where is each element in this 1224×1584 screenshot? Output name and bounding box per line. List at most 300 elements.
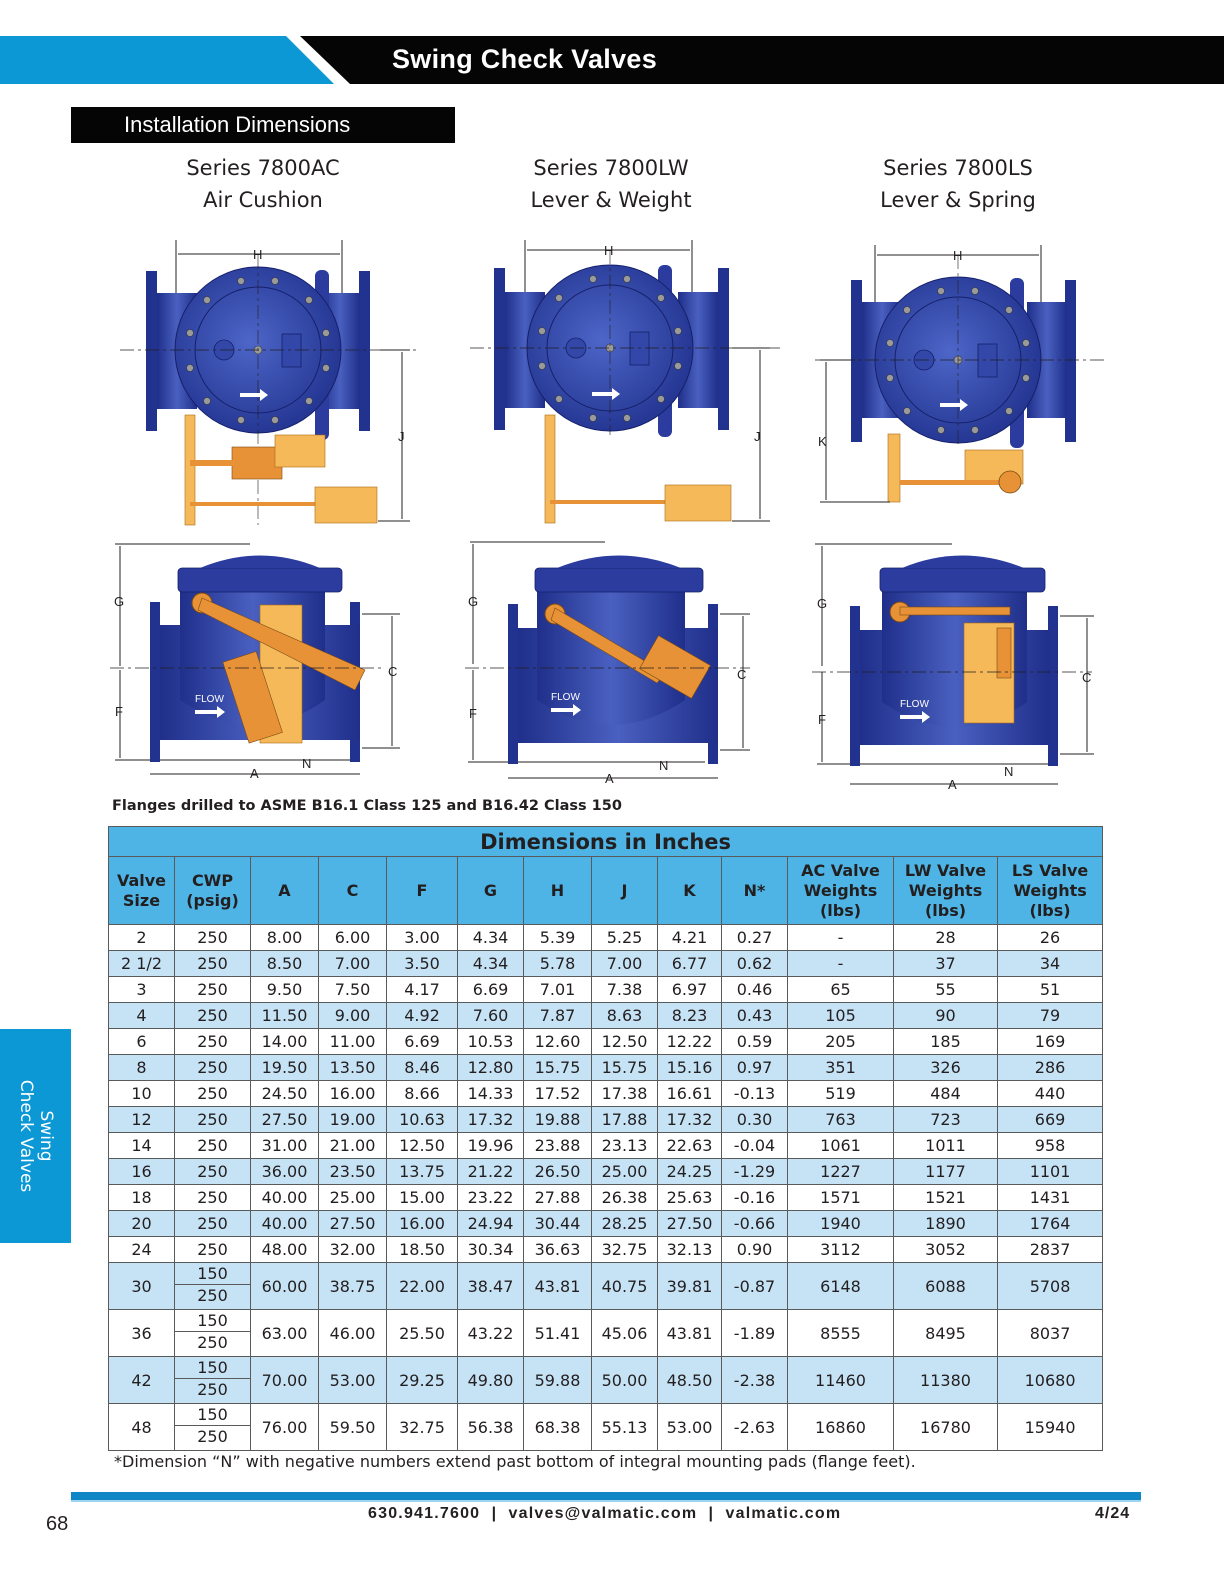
cell-n: 0.30	[722, 1107, 788, 1133]
footnote: *Dimension “N” with negative numbers extend past bottom of integral mounting pads (flange feet).	[114, 1452, 916, 1471]
cell-ac: 1061	[788, 1133, 894, 1159]
diagram-ls-side-view	[812, 540, 1102, 790]
page-number: 68	[46, 1513, 69, 1535]
cell-ac: -	[788, 951, 894, 977]
dim-label-h: H	[604, 243, 614, 258]
cell-a: 60.00	[251, 1263, 319, 1310]
dim-label-f: F	[469, 706, 477, 721]
cell-lw: 28	[894, 925, 998, 951]
col-header-g: G	[458, 857, 524, 925]
cell-n: -0.66	[722, 1211, 788, 1237]
table-row	[109, 1133, 1103, 1159]
cell-j: 28.25	[592, 1211, 658, 1237]
cell-ls: 958	[998, 1133, 1103, 1159]
cell-j: 15.75	[592, 1055, 658, 1081]
cell-k: 22.63	[658, 1133, 722, 1159]
cell-c: 23.50	[319, 1159, 387, 1185]
banner-blue-accent	[0, 36, 340, 84]
cell-k: 53.00	[658, 1404, 722, 1451]
series-type: Air Cushion	[203, 188, 323, 212]
table-row	[109, 1159, 1103, 1185]
dim-label-j: J	[398, 429, 405, 444]
cell-k: 8.23	[658, 1003, 722, 1029]
cell-n: 0.90	[722, 1237, 788, 1263]
diagram-ac-side-view	[110, 540, 400, 785]
series-title-lw	[500, 152, 722, 216]
cell-k: 25.63	[658, 1185, 722, 1211]
table-body	[109, 925, 1103, 1451]
cell-a: 11.50	[251, 1003, 319, 1029]
cell-a: 36.00	[251, 1159, 319, 1185]
cell-ls: 169	[998, 1029, 1103, 1055]
cell-c: 19.00	[319, 1107, 387, 1133]
cell-ac: 16860	[788, 1404, 894, 1451]
footer-divider	[71, 1492, 1141, 1500]
col-header-valve-size: Valve Size	[109, 857, 175, 925]
dim-label-c: C	[388, 664, 398, 679]
cell-valve-size: 42	[109, 1357, 175, 1404]
cell-j: 32.75	[592, 1237, 658, 1263]
cell-valve-size: 8	[109, 1055, 175, 1081]
cell-c: 7.50	[319, 977, 387, 1003]
cell-ls: 51	[998, 977, 1103, 1003]
cell-cwp: 150 250	[175, 1404, 251, 1451]
cell-c: 7.00	[319, 951, 387, 977]
cell-n: 0.43	[722, 1003, 788, 1029]
table-row	[109, 1357, 1103, 1404]
cell-n: 0.59	[722, 1029, 788, 1055]
cell-lw: 326	[894, 1055, 998, 1081]
cell-ls: 440	[998, 1081, 1103, 1107]
flow-label: FLOW	[195, 694, 224, 705]
cell-c: 46.00	[319, 1310, 387, 1357]
dim-label-n: N	[659, 758, 669, 773]
cell-j: 12.50	[592, 1029, 658, 1055]
cell-ac: 351	[788, 1055, 894, 1081]
cell-cwp: 250	[175, 1055, 251, 1081]
cell-n: -2.38	[722, 1357, 788, 1404]
cell-f: 22.00	[387, 1263, 458, 1310]
dim-label-j: J	[754, 429, 761, 444]
cell-f: 3.50	[387, 951, 458, 977]
cell-a: 40.00	[251, 1185, 319, 1211]
col-header-ac-weight: AC Valve Weights (lbs)	[788, 857, 894, 925]
table-header-row	[109, 857, 1103, 925]
cell-g: 7.60	[458, 1003, 524, 1029]
cell-c: 59.50	[319, 1404, 387, 1451]
cell-g: 17.32	[458, 1107, 524, 1133]
cell-f: 4.17	[387, 977, 458, 1003]
col-header-c: C	[319, 857, 387, 925]
table-row	[109, 951, 1103, 977]
table-row	[109, 977, 1103, 1003]
cell-c: 6.00	[319, 925, 387, 951]
cell-ls: 669	[998, 1107, 1103, 1133]
dim-label-f: F	[818, 712, 826, 727]
cell-lw: 1011	[894, 1133, 998, 1159]
cell-ac: -	[788, 925, 894, 951]
cell-valve-size: 20	[109, 1211, 175, 1237]
cell-a: 63.00	[251, 1310, 319, 1357]
dim-label-k: K	[818, 434, 827, 449]
footer-date: 4/24	[1095, 1505, 1131, 1522]
cell-c: 38.75	[319, 1263, 387, 1310]
cell-a: 24.50	[251, 1081, 319, 1107]
cell-cwp: 250	[175, 925, 251, 951]
cell-ls: 286	[998, 1055, 1103, 1081]
col-header-h: H	[524, 857, 592, 925]
cell-ls: 79	[998, 1003, 1103, 1029]
cell-g: 49.80	[458, 1357, 524, 1404]
cell-n: -1.29	[722, 1159, 788, 1185]
cell-f: 32.75	[387, 1404, 458, 1451]
cell-g: 24.94	[458, 1211, 524, 1237]
cell-h: 36.63	[524, 1237, 592, 1263]
cell-valve-size: 36	[109, 1310, 175, 1357]
cell-k: 17.32	[658, 1107, 722, 1133]
cell-h: 26.50	[524, 1159, 592, 1185]
cell-valve-size: 2	[109, 925, 175, 951]
flow-label: FLOW	[551, 692, 580, 703]
cell-f: 25.50	[387, 1310, 458, 1357]
table-row	[109, 1185, 1103, 1211]
dim-label-g: G	[468, 594, 479, 609]
cell-g: 21.22	[458, 1159, 524, 1185]
cell-n: 0.97	[722, 1055, 788, 1081]
cell-h: 12.60	[524, 1029, 592, 1055]
cell-lw: 1521	[894, 1185, 998, 1211]
table-row	[109, 925, 1103, 951]
cell-ls: 2837	[998, 1237, 1103, 1263]
cell-valve-size: 14	[109, 1133, 175, 1159]
cell-valve-size: 24	[109, 1237, 175, 1263]
cell-a: 8.50	[251, 951, 319, 977]
cell-ac: 763	[788, 1107, 894, 1133]
cell-cwp: 250	[175, 1211, 251, 1237]
cell-g: 43.22	[458, 1310, 524, 1357]
table-row	[109, 1003, 1103, 1029]
cell-k: 32.13	[658, 1237, 722, 1263]
cell-ac: 6148	[788, 1263, 894, 1310]
cell-lw: 723	[894, 1107, 998, 1133]
diagram-ac-end-view	[110, 235, 430, 530]
footer-divider-thin	[71, 1500, 1141, 1502]
cell-a: 27.50	[251, 1107, 319, 1133]
cell-ls: 1101	[998, 1159, 1103, 1185]
dim-label-f: F	[115, 704, 123, 719]
top-banner	[0, 36, 1224, 84]
cell-valve-size: 10	[109, 1081, 175, 1107]
cell-cwp: 250	[175, 1107, 251, 1133]
cell-k: 6.77	[658, 951, 722, 977]
cell-ls: 34	[998, 951, 1103, 977]
cell-h: 5.78	[524, 951, 592, 977]
cell-j: 23.13	[592, 1133, 658, 1159]
series-title-ls	[848, 152, 1068, 216]
cell-n: 0.46	[722, 977, 788, 1003]
cell-ls: 1431	[998, 1185, 1103, 1211]
cell-lw: 8495	[894, 1310, 998, 1357]
cell-n: -0.13	[722, 1081, 788, 1107]
cell-a: 70.00	[251, 1357, 319, 1404]
diagram-lw-end-view	[470, 235, 790, 530]
cell-c: 27.50	[319, 1211, 387, 1237]
side-tab	[0, 1029, 71, 1243]
table-row	[109, 1107, 1103, 1133]
cell-valve-size: 30	[109, 1263, 175, 1310]
cell-lw: 16780	[894, 1404, 998, 1451]
cell-h: 43.81	[524, 1263, 592, 1310]
cell-c: 21.00	[319, 1133, 387, 1159]
cell-g: 56.38	[458, 1404, 524, 1451]
series-type: Lever & Spring	[880, 188, 1036, 212]
cell-cwp: 250	[175, 1133, 251, 1159]
cell-valve-size: 4	[109, 1003, 175, 1029]
cell-h: 7.87	[524, 1003, 592, 1029]
col-header-j: J	[592, 857, 658, 925]
cell-ac: 1571	[788, 1185, 894, 1211]
dim-label-a: A	[948, 777, 957, 790]
cell-c: 13.50	[319, 1055, 387, 1081]
cell-ls: 1764	[998, 1211, 1103, 1237]
cell-f: 13.75	[387, 1159, 458, 1185]
cell-cwp: 250	[175, 1081, 251, 1107]
dim-label-c: C	[1082, 670, 1092, 685]
cell-lw: 90	[894, 1003, 998, 1029]
cell-lw: 1177	[894, 1159, 998, 1185]
cell-ac: 519	[788, 1081, 894, 1107]
table-row	[109, 1237, 1103, 1263]
cell-lw: 11380	[894, 1357, 998, 1404]
cell-cwp: 250	[175, 1159, 251, 1185]
cell-valve-size: 18	[109, 1185, 175, 1211]
dim-label-g: G	[114, 594, 125, 609]
cell-ls: 10680	[998, 1357, 1103, 1404]
dim-label-c: C	[737, 667, 747, 682]
cell-n: -2.63	[722, 1404, 788, 1451]
cell-valve-size: 12	[109, 1107, 175, 1133]
cell-c: 32.00	[319, 1237, 387, 1263]
flow-label: FLOW	[900, 699, 929, 710]
cell-h: 68.38	[524, 1404, 592, 1451]
cell-cwp: 250	[175, 1185, 251, 1211]
cell-valve-size: 3	[109, 977, 175, 1003]
cell-k: 48.50	[658, 1357, 722, 1404]
diagram-lw-side-view	[465, 538, 755, 788]
cell-cwp: 250	[175, 1029, 251, 1055]
cell-j: 55.13	[592, 1404, 658, 1451]
cell-h: 17.52	[524, 1081, 592, 1107]
cell-cwp: 150 250	[175, 1263, 251, 1310]
cell-cwp: 250	[175, 977, 251, 1003]
cell-g: 10.53	[458, 1029, 524, 1055]
cell-k: 6.97	[658, 977, 722, 1003]
cell-n: -1.89	[722, 1310, 788, 1357]
cell-j: 8.63	[592, 1003, 658, 1029]
cell-j: 45.06	[592, 1310, 658, 1357]
dimensions-table	[108, 826, 1103, 1451]
cell-j: 5.25	[592, 925, 658, 951]
cell-c: 53.00	[319, 1357, 387, 1404]
cell-c: 9.00	[319, 1003, 387, 1029]
cell-valve-size: 2 1/2	[109, 951, 175, 977]
dim-label-g: G	[817, 596, 828, 611]
side-tab-label: Swing Check Valves	[16, 1079, 56, 1193]
cell-j: 40.75	[592, 1263, 658, 1310]
cell-a: 31.00	[251, 1133, 319, 1159]
cell-g: 6.69	[458, 977, 524, 1003]
cell-a: 14.00	[251, 1029, 319, 1055]
cell-k: 12.22	[658, 1029, 722, 1055]
cell-cwp: 150 250	[175, 1357, 251, 1404]
cell-f: 10.63	[387, 1107, 458, 1133]
cell-cwp: 250	[175, 1003, 251, 1029]
series-title-ac	[153, 152, 373, 216]
cell-n: -0.87	[722, 1263, 788, 1310]
series-model: Series 7800AC	[186, 156, 340, 180]
cell-j: 17.88	[592, 1107, 658, 1133]
cell-j: 7.00	[592, 951, 658, 977]
cell-g: 12.80	[458, 1055, 524, 1081]
cell-k: 24.25	[658, 1159, 722, 1185]
cell-h: 7.01	[524, 977, 592, 1003]
dim-label-h: H	[953, 248, 963, 263]
cell-ac: 1940	[788, 1211, 894, 1237]
cell-h: 27.88	[524, 1185, 592, 1211]
col-header-a: A	[251, 857, 319, 925]
cell-ls: 8037	[998, 1310, 1103, 1357]
cell-n: 0.62	[722, 951, 788, 977]
page-title: Swing Check Valves	[392, 44, 658, 74]
cell-f: 4.92	[387, 1003, 458, 1029]
cell-ac: 105	[788, 1003, 894, 1029]
cell-g: 4.34	[458, 951, 524, 977]
table-row	[109, 1211, 1103, 1237]
table-row	[109, 1263, 1103, 1310]
cell-a: 8.00	[251, 925, 319, 951]
cell-j: 50.00	[592, 1357, 658, 1404]
col-header-ls-weight: LS Valve Weights (lbs)	[998, 857, 1103, 925]
section-heading: Installation Dimensions	[71, 107, 455, 143]
table-row	[109, 1404, 1103, 1451]
cell-f: 15.00	[387, 1185, 458, 1211]
cell-n: 0.27	[722, 925, 788, 951]
cell-f: 29.25	[387, 1357, 458, 1404]
cell-n: -0.16	[722, 1185, 788, 1211]
table-row	[109, 1081, 1103, 1107]
cell-k: 4.21	[658, 925, 722, 951]
cell-j: 7.38	[592, 977, 658, 1003]
col-header-f: F	[387, 857, 458, 925]
cell-c: 25.00	[319, 1185, 387, 1211]
cell-h: 51.41	[524, 1310, 592, 1357]
cell-h: 15.75	[524, 1055, 592, 1081]
cell-a: 48.00	[251, 1237, 319, 1263]
series-type: Lever & Weight	[530, 188, 692, 212]
col-header-cwp: CWP (psig)	[175, 857, 251, 925]
cell-lw: 55	[894, 977, 998, 1003]
series-model: Series 7800LW	[533, 156, 689, 180]
cell-a: 9.50	[251, 977, 319, 1003]
cell-ac: 8555	[788, 1310, 894, 1357]
col-header-lw-weight: LW Valve Weights (lbs)	[894, 857, 998, 925]
cell-h: 19.88	[524, 1107, 592, 1133]
cell-ls: 15940	[998, 1404, 1103, 1451]
cell-g: 19.96	[458, 1133, 524, 1159]
cell-cwp: 250	[175, 1237, 251, 1263]
cell-valve-size: 48	[109, 1404, 175, 1451]
cell-f: 3.00	[387, 925, 458, 951]
series-model: Series 7800LS	[883, 156, 1033, 180]
cell-lw: 37	[894, 951, 998, 977]
cell-g: 14.33	[458, 1081, 524, 1107]
cell-f: 8.66	[387, 1081, 458, 1107]
cell-valve-size: 6	[109, 1029, 175, 1055]
cell-f: 16.00	[387, 1211, 458, 1237]
cell-cwp: 250	[175, 951, 251, 977]
dim-label-a: A	[250, 766, 259, 781]
cell-a: 19.50	[251, 1055, 319, 1081]
cell-g: 4.34	[458, 925, 524, 951]
cell-ac: 1227	[788, 1159, 894, 1185]
cell-f: 18.50	[387, 1237, 458, 1263]
cell-k: 16.61	[658, 1081, 722, 1107]
cell-g: 23.22	[458, 1185, 524, 1211]
table-row	[109, 1310, 1103, 1357]
cell-lw: 6088	[894, 1263, 998, 1310]
cell-g: 30.34	[458, 1237, 524, 1263]
table-row	[109, 1055, 1103, 1081]
cell-f: 12.50	[387, 1133, 458, 1159]
cell-ac: 65	[788, 977, 894, 1003]
table-row	[109, 1029, 1103, 1055]
cell-c: 16.00	[319, 1081, 387, 1107]
cell-ac: 11460	[788, 1357, 894, 1404]
cell-a: 40.00	[251, 1211, 319, 1237]
footer-contact-info: 630.941.7600 | valves@valmatic.com | valmatic.com	[368, 1505, 842, 1522]
cell-j: 17.38	[592, 1081, 658, 1107]
cell-a: 76.00	[251, 1404, 319, 1451]
cell-k: 27.50	[658, 1211, 722, 1237]
diagram-ls-end-view	[815, 240, 1115, 510]
dim-label-n: N	[302, 756, 312, 771]
cell-h: 23.88	[524, 1133, 592, 1159]
cell-h: 5.39	[524, 925, 592, 951]
cell-k: 43.81	[658, 1310, 722, 1357]
cell-j: 25.00	[592, 1159, 658, 1185]
dim-label-h: H	[253, 247, 263, 262]
dim-label-a: A	[605, 771, 614, 786]
col-header-n: N*	[722, 857, 788, 925]
cell-f: 6.69	[387, 1029, 458, 1055]
cell-lw: 3052	[894, 1237, 998, 1263]
cell-g: 38.47	[458, 1263, 524, 1310]
cell-k: 15.16	[658, 1055, 722, 1081]
cell-ac: 3112	[788, 1237, 894, 1263]
table-title: Dimensions in Inches	[109, 827, 1103, 857]
cell-cwp: 150 250	[175, 1310, 251, 1357]
cell-valve-size: 16	[109, 1159, 175, 1185]
cell-ls: 26	[998, 925, 1103, 951]
cell-n: -0.04	[722, 1133, 788, 1159]
cell-ac: 205	[788, 1029, 894, 1055]
col-header-k: K	[658, 857, 722, 925]
cell-h: 59.88	[524, 1357, 592, 1404]
cell-lw: 1890	[894, 1211, 998, 1237]
cell-lw: 484	[894, 1081, 998, 1107]
cell-h: 30.44	[524, 1211, 592, 1237]
cell-ls: 5708	[998, 1263, 1103, 1310]
